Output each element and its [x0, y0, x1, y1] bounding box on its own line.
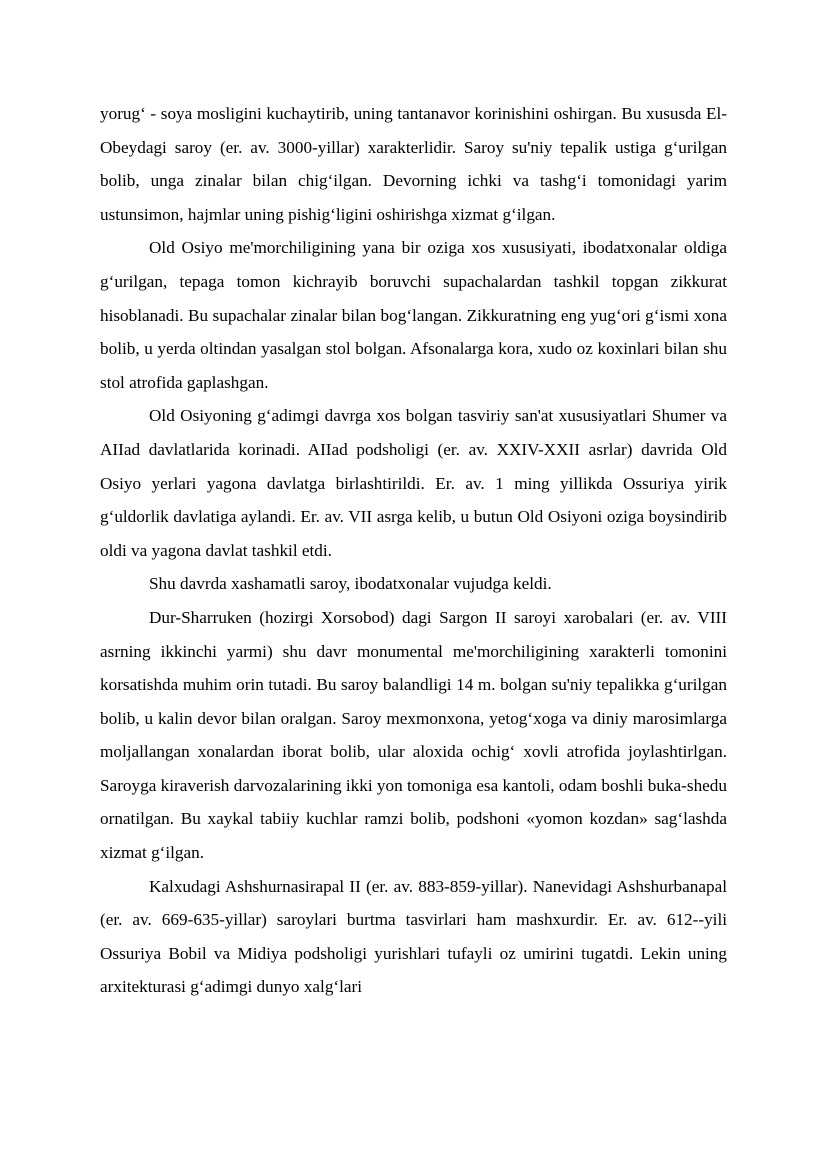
paragraph-4: Shu davrda xashamatli saroy, ibodatxonalar vujudga keldi. [149, 574, 552, 594]
document-body [100, 97, 727, 1004]
paragraph-5: Dur-Sharruken (hozirgi Xorsobod) dagi Sargon II saroyi xarobalari (er. av. VIII asrning ikkinchi yarmi) shu davr monumental me'morchiligining xarakterli tomonini korsatishda muhim orin tutadi. Bu saroy balandligi 14 m. bolgan su'niy tepalikka g‘urilgan bolib, u kalin devor bilan oralgan. Saroy mexmonxona, yetog‘xoga va diniy marosimlarga moljallangan xonalardan iborat bolib, ular aloxida ochig‘ xovli atrofida joylashtirlgan. Saroyga kiraverish darvozalarining ikki yon tomoniga esa kantoli, odam boshli buka-shedu ornatilgan. Bu xaykal tabiiy kuchlar ramzi bolib, podshoni «yomon kozdan» sag‘lashda xizmat g‘ilgan. [100, 607, 727, 863]
paragraph-6: Kalxudagi Ashshurnasirapal II (er. av. 883-859-yillar). Nanevidagi Ashshurbanapal (er. av. 669-635-yillar) saroylari burtma tasvirlari ham mashxurdir. Er. av. 612--yili Ossuriya Bobil va Midiya podsholigi yurishlari tufayli oz umirini tugatdi. Lekin uning arxitekturasi g‘adimgi dunyo xalg‘lari [100, 876, 727, 997]
paragraph-3: Old Osiyoning g‘adimgi davrga xos bolgan tasviriy san'at xususiyatlari Shumer va AIIad davlatlarida korinadi. AIIad podsholigi (er. av. XXIV-XXII asrlar) davrida Old Osiyo yerlari yagona davlatga birlashtirildi. Er. av. 1 ming yillikda Ossuriya yirik g‘uldorlik davlatiga aylandi. Er. av. VII asrga kelib, u butun Old Osiyoni oziga boysindirib oldi va yagona davlat tashkil etdi. [100, 406, 727, 560]
paragraph-2: Old Osiyo me'morchiligining yana bir oziga xos xususiyati, ibodatxonalar oldiga g‘urilgan, tepaga tomon kichrayib boruvchi supachalardan tashkil topgan zikkurat hisoblanadi. Bu supachalar zinalar bilan bog‘langan. Zikkuratning eng yug‘ori g‘ismi xona bolib, u yerda oltindan yasalgan stol bolgan. Afsonalarga kora, xudo oz koxinlari bilan shu stol atrofida gaplashgan. [100, 238, 727, 392]
paragraph-1: yorug‘ - soya mosligini kuchaytirib, uning tantanavor korinishini oshirgan. Bu xususda El-Obeydagi saroy (er. av. 3000-yillar) xarakterlidir. Saroy su'niy tepalik ustiga g‘urilgan bolib, unga zinalar bilan chig‘ilgan. Devorning ichki va tashg‘i tomonidagi yarim ustunsimon, hajmlar uning pishig‘ligini oshirishga xizmat g‘ilgan. [100, 104, 727, 224]
